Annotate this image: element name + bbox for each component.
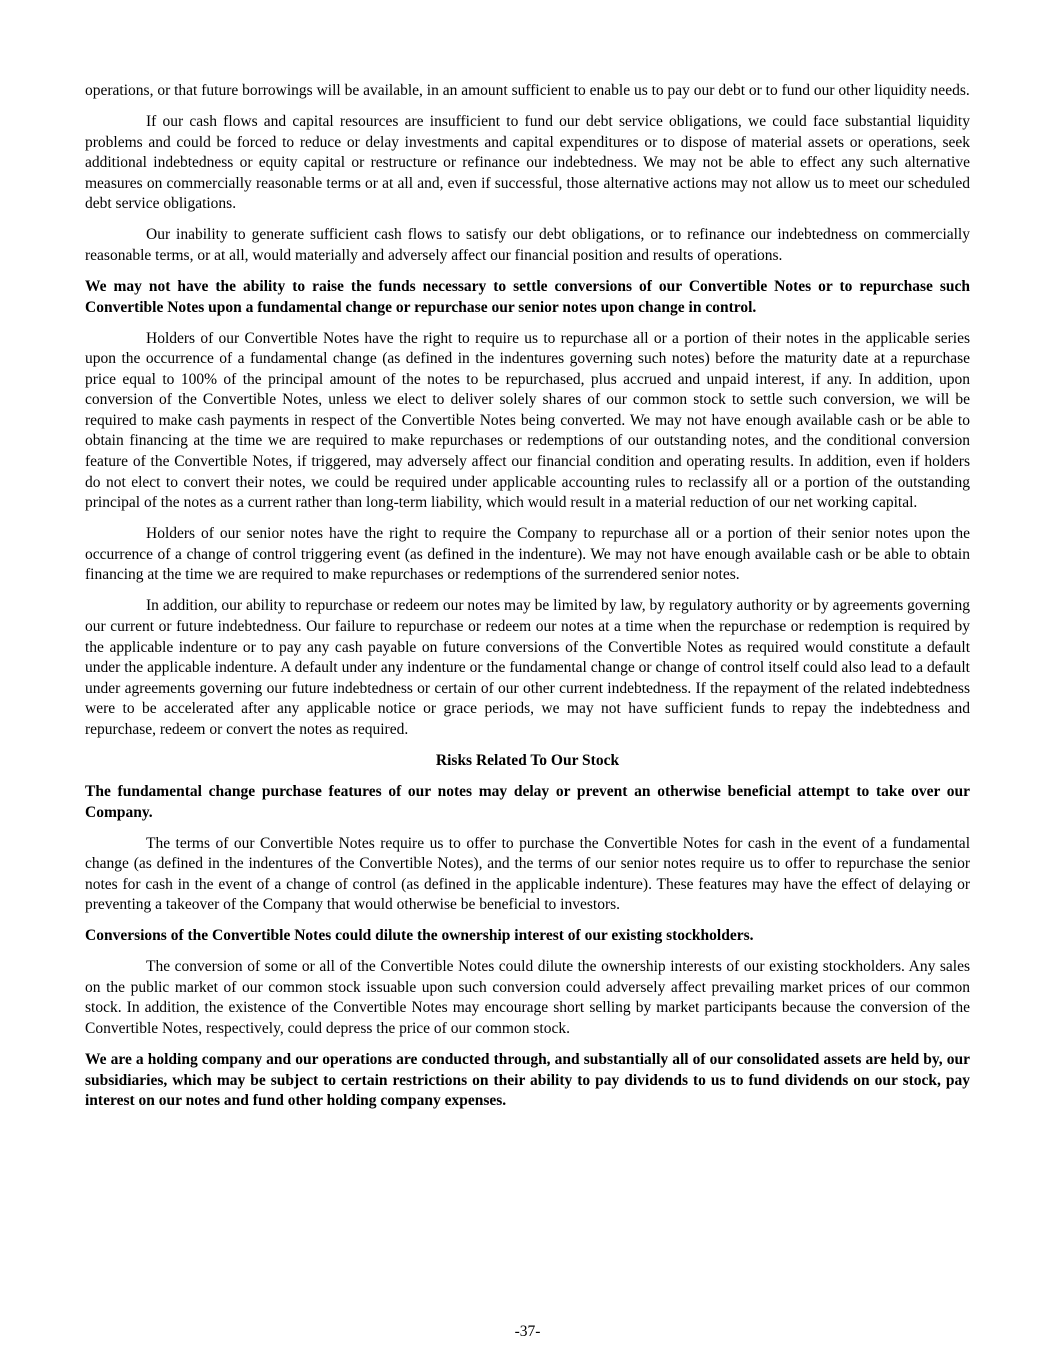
paragraph-insufficient-cash-flows: If our cash flows and capital resources are insufficient to fund our debt service obligations, we could face substantial liquidity problems and could be forced to reduce or delay investments and capital expenditures or to dispose of material assets or operations, seek additional indebtedness or equity capital or restructure or refinance our indebtedness. We may not be able to effect any such alternative measures on commercially reasonable terms or at all and, even if successful, those alternative actions may not allow us to meet our scheduled debt service obligations.	[85, 112, 970, 213]
paragraph-terms-of-notes: The terms of our Convertible Notes require us to offer to purchase the Convertible Notes for cash in the event of a fundamental change (as defined in the indentures of the Convertible Notes), and the terms of our senior notes require us to offer to repurchase the senior notes for cash in the event of a change of control (as defined in the applicable indenture). These features may have the effect of delaying or preventing a takeover of the Company that would otherwise be beneficial to investors.	[85, 834, 970, 914]
section-heading-stock-risks: Risks Related To Our Stock	[435, 751, 620, 769]
risk-heading-dilution: Conversions of the Convertible Notes could dilute the ownership interest of our existing stockholders.	[85, 927, 754, 945]
paragraph-senior-holders: Holders of our senior notes have the right to require the Company to repurchase all or a portion of their senior notes upon the occurrence of a change of control triggering event (as defined in the indenture). We may not have enough available cash or be able to obtain financing at the time we are required to make repurchases or redemptions of the surrendered senior notes.	[85, 525, 970, 584]
document-body	[85, 81, 970, 1122]
paragraph-inability-to-generate: Our inability to generate sufficient cash flows to satisfy our debt obligations, or to refinance our indebtedness on commercially reasonable terms, or at all, would materially and adversely affect our financial position and results of operations.	[85, 226, 970, 264]
risk-heading-settle-conversions: We may not have the ability to raise the funds necessary to settle conversions of our Convertible Notes or to repurchase such Convertible Notes upon a fundamental change or repurchase our senior notes upon change in control.	[85, 277, 970, 316]
paragraph-ability-to-repurchase: In addition, our ability to repurchase or redeem our notes may be limited by law, by regulatory authority or by agreements governing our current or future indebtedness. Our failure to repurchase or redeem our notes at a time when the repurchase or redemption is required by the applicable indenture or to pay any cash payable on future conversions of the Convertible Notes as required would constitute a default under the applicable indenture. A default under any indenture or the fundamental change or change of control itself could also lead to a default under agreements governing our future indebtedness or certain of our other current indebtedness. If the repayment of the related indebtedness were to be accelerated after any applicable notice or grace periods, we may not have sufficient funds to repay the indebtedness and repurchase, redeem or convert the notes as required.	[85, 597, 970, 738]
paragraph-conversion-dilution: The conversion of some or all of the Convertible Notes could dilute the ownership interests of our existing stockholders. Any sales on the public market of our common stock issuable upon such conversion could adversely affect prevailing market prices of our common stock. In addition, the existence of the Convertible Notes may encourage short selling by market participants because the conversion of the Convertible Notes, respectively, could depress the price of our common stock.	[85, 958, 970, 1038]
paragraph-continuation: operations, or that future borrowings will be available, in an amount sufficient to enable us to pay our debt or to fund our other liquidity needs.	[85, 82, 970, 99]
risk-heading-holding-company: We are a holding company and our operations are conducted through, and substantially all of our consolidated assets are held by, our subsidiaries, which may be subject to certain restrictions on their ability to pay dividends to us to fund dividends on our stock, pay interest on our notes and fund other holding company expenses.	[85, 1051, 970, 1110]
paragraph-convertible-holders: Holders of our Convertible Notes have the right to require us to repurchase all or a portion of their notes in the applicable series upon the occurrence of a fundamental change (as defined in the indentures governing such notes) before the maturity date at a repurchase price equal to 100% of the principal amount of the notes to be repurchased, plus accrued and unpaid interest, if any. In addition, upon conversion of the Convertible Notes, unless we elect to deliver solely shares of our common stock to settle such conversion, we will be required to make cash payments in respect of the Convertible Notes being converted. We may not have enough available cash or be able to obtain financing at the time we are required to make repurchases or redemptions of our outstanding notes, and the conditional conversion feature of the Convertible Notes, if triggered, may adversely affect our financial condition and operating results. In addition, even if holders do not elect to convert their notes, we could be required under applicable accounting rules to reclassify all or a portion of the outstanding principal of the notes as a current rather than long-term liability, which would result in a material reduction of our net working capital.	[85, 329, 970, 512]
risk-heading-fundamental-change: The fundamental change purchase features of our notes may delay or prevent an otherwise beneficial attempt to take over our Company.	[85, 782, 970, 821]
page-number: -37-	[514, 1323, 541, 1340]
